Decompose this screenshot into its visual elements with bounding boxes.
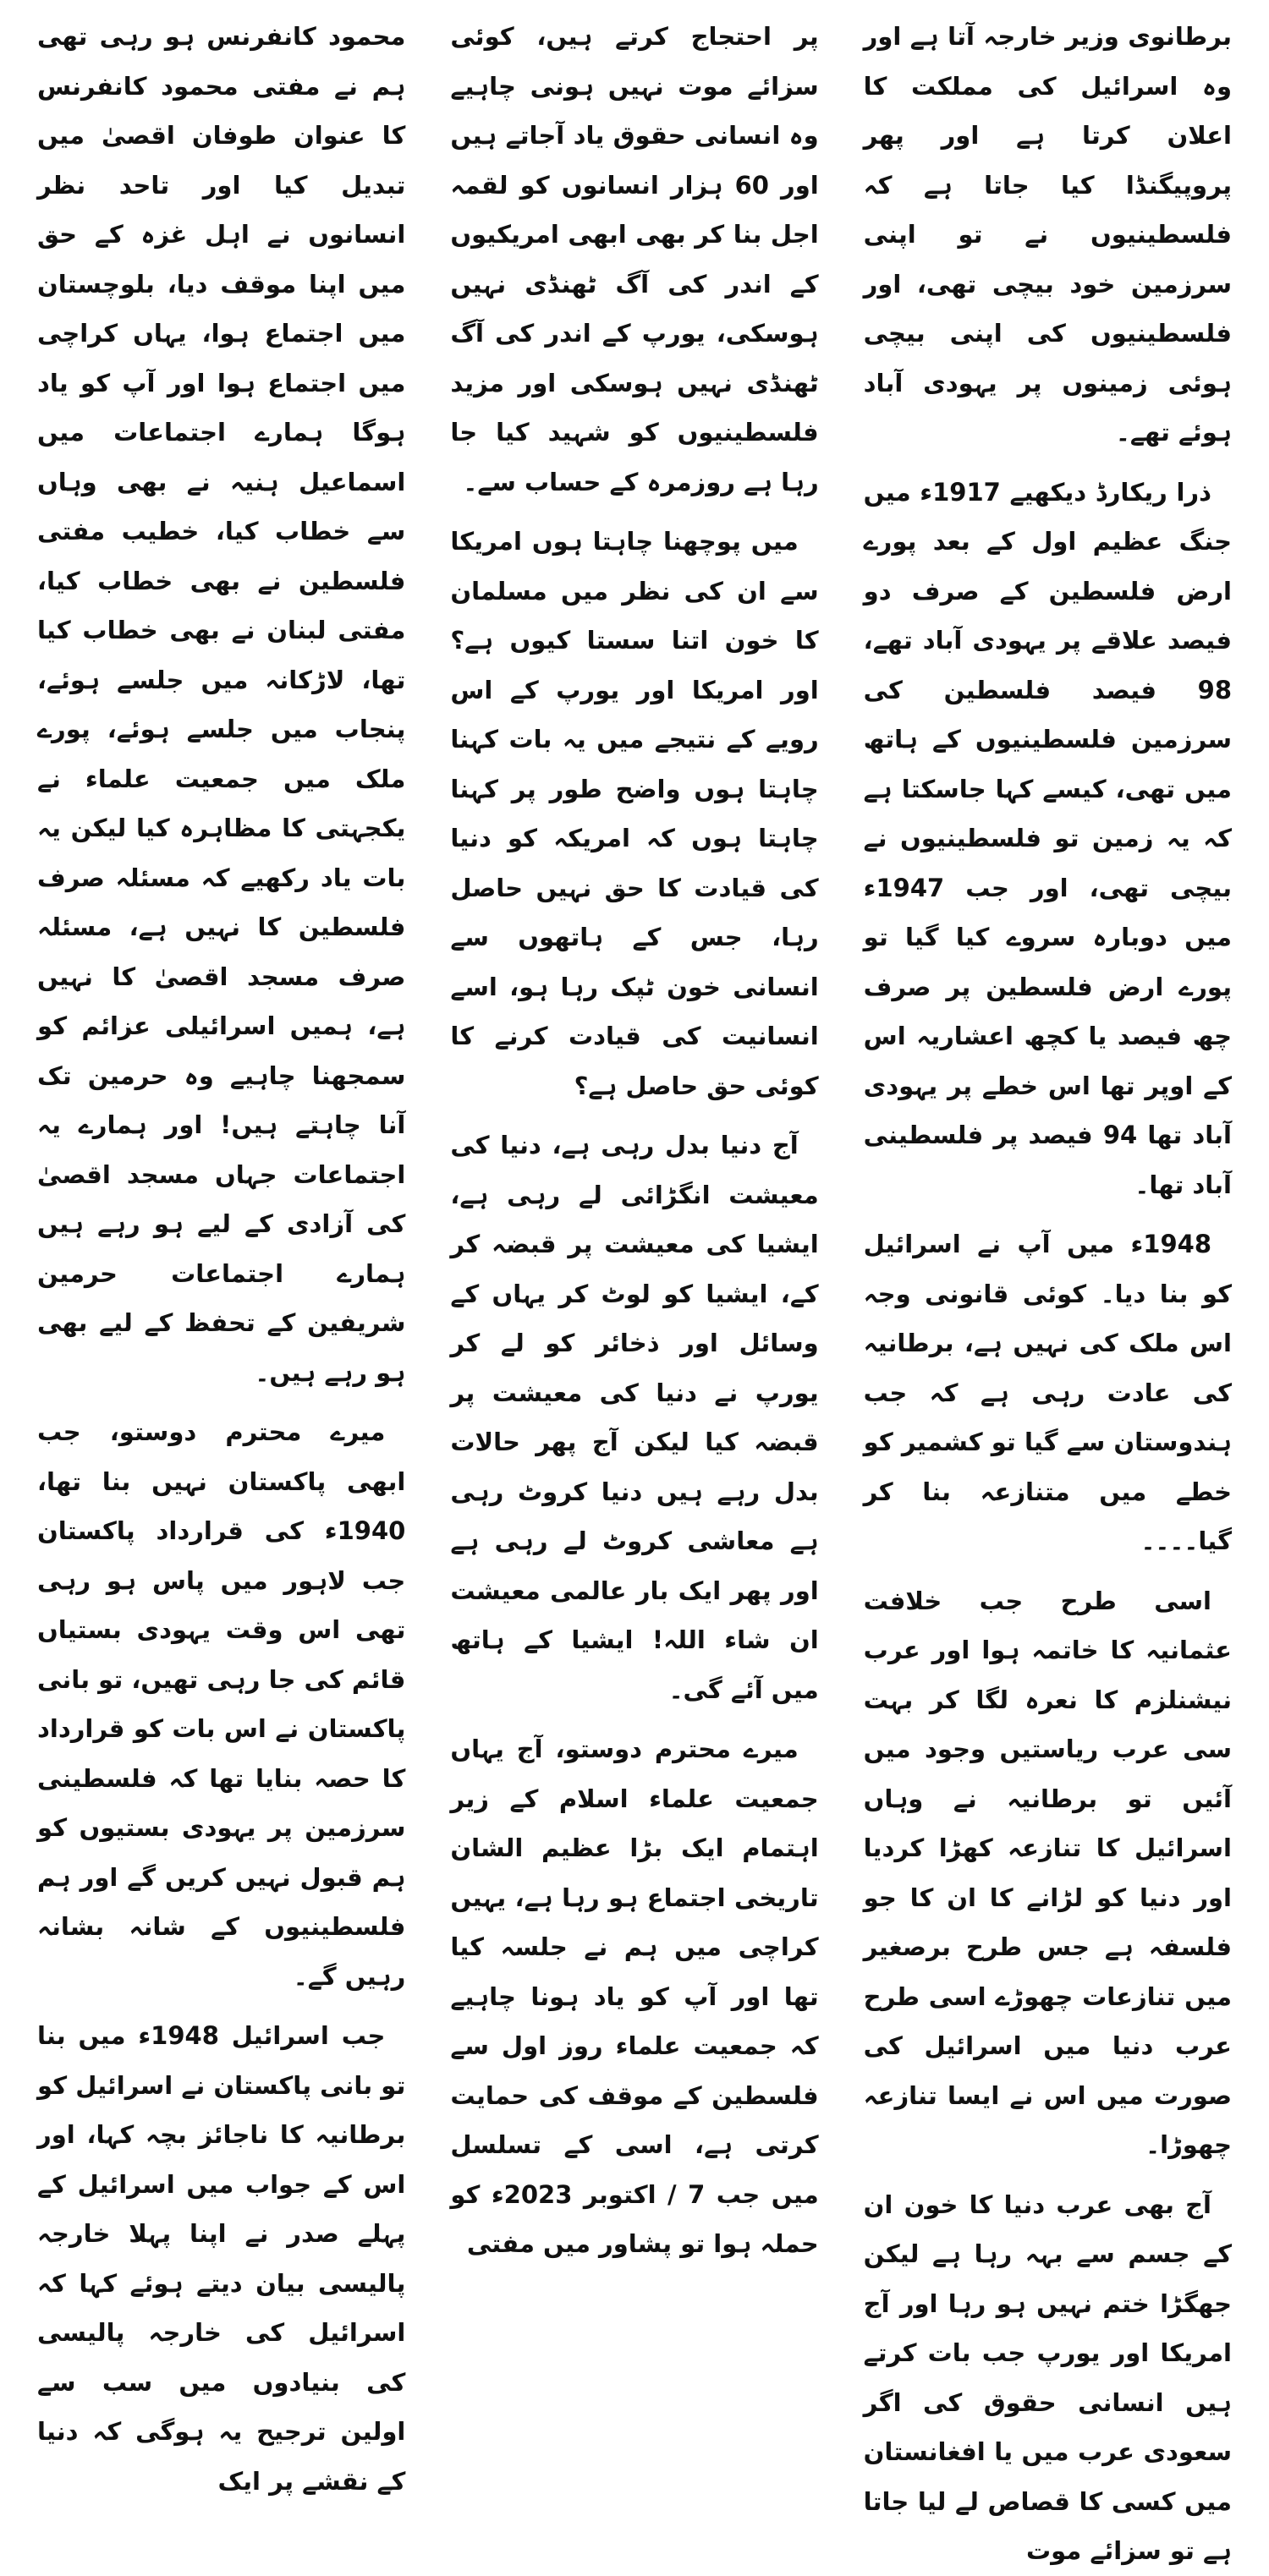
paragraph: میرے محترم دوستو، جب ابھی پاکستان نہیں بنا تھا، 1940ء کی قرارداد پاکستان جب لاہور میں پاس ہو رہی تھی اس وقت یہودی بستیاں قائم کی جا رہی تھیں، تو بانی پاکستان نے اس بات کو قرارداد کا حصہ بنایا تھا کہ فلسطینی سرزمین پر یہودی بستیوں کو ہم قبول نہیں کریں گے اور ہم فلسطینیوں کے شانہ بشانہ رہیں گے۔ bbox=[37, 1417, 406, 1991]
column-right bbox=[842, 12, 1254, 2565]
column-left bbox=[15, 12, 428, 2496]
paragraph: میں پوچھنا چاہتا ہوں امریکا سے ان کی نظر میں مسلمان کا خون اتنا سستا کیوں ہے؟ اور امریکا اور یورپ کے اس رویے کے نتیجے میں یہ بات کہنا چاہتا ہوں واضح طور پر کہنا چاہتا ہوں کہ امریکہ کو دنیا کی قیادت کا حق نہیں حاصل رہا، جس کے ہاتھوں سے انسانی خون ٹپک رہا ہو، اسے انسانیت کی قیادت کرنے کا کوئی حق حاصل ہے؟ bbox=[450, 527, 819, 1100]
paragraph: ذرا ریکارڈ دیکھیے 1917ء میں جنگ عظیم اول کے بعد پورے ارض فلسطین کے صرف دو فیصد علاقے پر یہودی آباد تھے، 98 فیصد فلسطین کی سرزمین فلسطینیوں کے ہاتھ میں تھی، کیسے کہا جاسکتا ہے کہ یہ زمین تو فلسطینیوں نے بیچی تھی، اور جب 1947ء میں دوبارہ سروے کیا گیا تو پورے ارض فلسطین پر صرف چھ فیصد یا کچھ اعشاریہ اس کے اوپر تھا اس خطے پر یہودی آباد تھا 94 فیصد پر فلسطینی آباد تھا۔ bbox=[863, 477, 1232, 1199]
column-middle bbox=[428, 12, 841, 2258]
paragraph: آج دنیا بدل رہی ہے، دنیا کی معیشت انگڑائی لے رہی ہے، ایشیا کی معیشت پر قبضہ کر کے، ایشیا کو لوٹ کر یہاں کے وسائل اور ذخائر کو لے کر یورپ نے دنیا کی معیشت پر قبضہ کیا لیکن آج پھر حالات بدل رہے ہیں دنیا کروٹ رہی ہے معاشی کروٹ لے رہی ہے اور پھر ایک بار عالمی معیشت ان شاء اللہ! ایشیا کے ہاتھ میں آئے گی۔ bbox=[450, 1131, 819, 1704]
paragraph: جب اسرائیل 1948ء میں بنا تو بانی پاکستان نے اسرائیل کو برطانیہ کا ناجائز بچہ کہا، اور اس کے جواب میں اسرائیل کے پہلے صدر نے اپنا پہلا خارجہ پالیسی بیان دیتے ہوئے کہا کہ اسرائیل کی خارجہ پالیسی کی بنیادوں میں سب سے اولین ترجیح یہ ہوگی کہ دنیا کے نقشے پر ایک bbox=[37, 2021, 406, 2496]
paragraph: برطانوی وزیر خارجہ آتا ہے اور وہ اسرائیل کی مملکت کا اعلان کرتا ہے اور پھر پروپیگنڈا کیا جاتا ہے کہ فلسطینیوں نے تو اپنی سرزمین خود بیچی تھی، اور فلسطینیوں کی اپنی بیچی ہوئی زمینوں پر یہودی آباد ہوئے تھے۔ bbox=[863, 22, 1232, 447]
paragraph: 1948ء میں آپ نے اسرائیل کو بنا دیا۔ کوئی قانونی وجہ اس ملک کی نہیں ہے، برطانیہ کی عادت رہی ہے کہ جب ہندوستان سے گیا تو کشمیر کو خطے میں متنازعہ بنا کر گیا۔۔۔۔ bbox=[863, 1230, 1232, 1555]
text-columns bbox=[15, 12, 1254, 2565]
paragraph: میرے محترم دوستو، آج یہاں جمعیت علماء اسلام کے زیر اہتمام ایک بڑا عظیم الشان تاریخی اجتماع ہو رہا ہے، یہیں کراچی میں ہم نے جلسہ کیا تھا اور آپ کو یاد ہونا چاہیے کہ جمعیت علماء روز اول سے فلسطین کے موقف کی حمایت کرتی ہے، اسی کے تسلسل میں جب 7 / اکتوبر 2023ء کو حملہ ہوا تو پشاور میں مفتی bbox=[450, 1735, 819, 2258]
paragraph: محمود کانفرنس ہو رہی تھی ہم نے مفتی محمود کانفرنس کا عنوان طوفان اقصیٰ میں تبدیل کیا اور تاحد نظر انسانوں نے اہل غزہ کے حق میں اپنا موقف دیا، بلوچستان میں اجتماع ہوا، یہاں کراچی میں اجتماع ہوا اور آپ کو یاد ہوگا ہمارے اجتماعات میں اسماعیل ہنیہ نے بھی وہاں سے خطاب کیا، خطیب مفتی فلسطین نے بھی خطاب کیا، مفتی لبنان نے بھی خطاب کیا تھا، لاڑکانہ میں جلسے ہوئے، پنجاب میں جلسے ہوئے، پورے ملک میں جمعیت علماء نے یکجہتی کا مظاہرہ کیا لیکن یہ بات یاد رکھیے کہ مسئلہ صرف فلسطین کا نہیں ہے، مسئلہ صرف مسجد اقصیٰ کا نہیں ہے، ہمیں اسرائیلی عزائم کو سمجھنا چاہیے وہ حرمین تک آنا چاہتے ہیں! اور ہمارے یہ اجتماعات جہاں مسجد اقصیٰ کی آزادی کے لیے ہو رہے ہیں ہمارے اجتماعات حرمین شریفین کے تحفظ کے لیے بھی ہو رہے ہیں۔ bbox=[37, 22, 406, 1387]
paragraph: اسی طرح جب خلافت عثمانیہ کا خاتمہ ہوا اور عرب نیشنلزم کا نعرہ لگا کر بہت سی عرب ریاستیں وجود میں آئیں تو برطانیہ نے وہاں اسرائیل کا تنازعہ کھڑا کردیا اور دنیا کو لڑانے کا ان کا جو فلسفہ ہے جس طرح برصغیر میں تنازعات چھوڑے اسی طرح عرب دنیا میں اسرائیل کی صورت میں اس نے ایسا تنازعہ چھوڑا۔ bbox=[863, 1586, 1232, 2159]
paragraph: آج بھی عرب دنیا کا خون ان کے جسم سے بہہ رہا ہے لیکن جھگڑا ختم نہیں ہو رہا اور آج امریکا اور یورپ جب بات کرتے ہیں انسانی حقوق کی اگر سعودی عرب میں یا افغانستان میں کسی کا قصاص لے لیا جاتا ہے تو سزائے موت bbox=[863, 2190, 1232, 2565]
paragraph: پر احتجاج کرتے ہیں، کوئی سزائے موت نہیں ہونی چاہیے وہ انسانی حقوق یاد آجاتے ہیں اور 60 ہزار انسانوں کو لقمہ اجل بنا کر بھی ابھی امریکیوں کے اندر کی آگ ٹھنڈی نہیں ہوسکی، یورپ کے اندر کی آگ ٹھنڈی نہیں ہوسکی اور مزید فلسطینیوں کو شہید کیا جا رہا ہے روزمرہ کے حساب سے۔ bbox=[450, 22, 819, 496]
